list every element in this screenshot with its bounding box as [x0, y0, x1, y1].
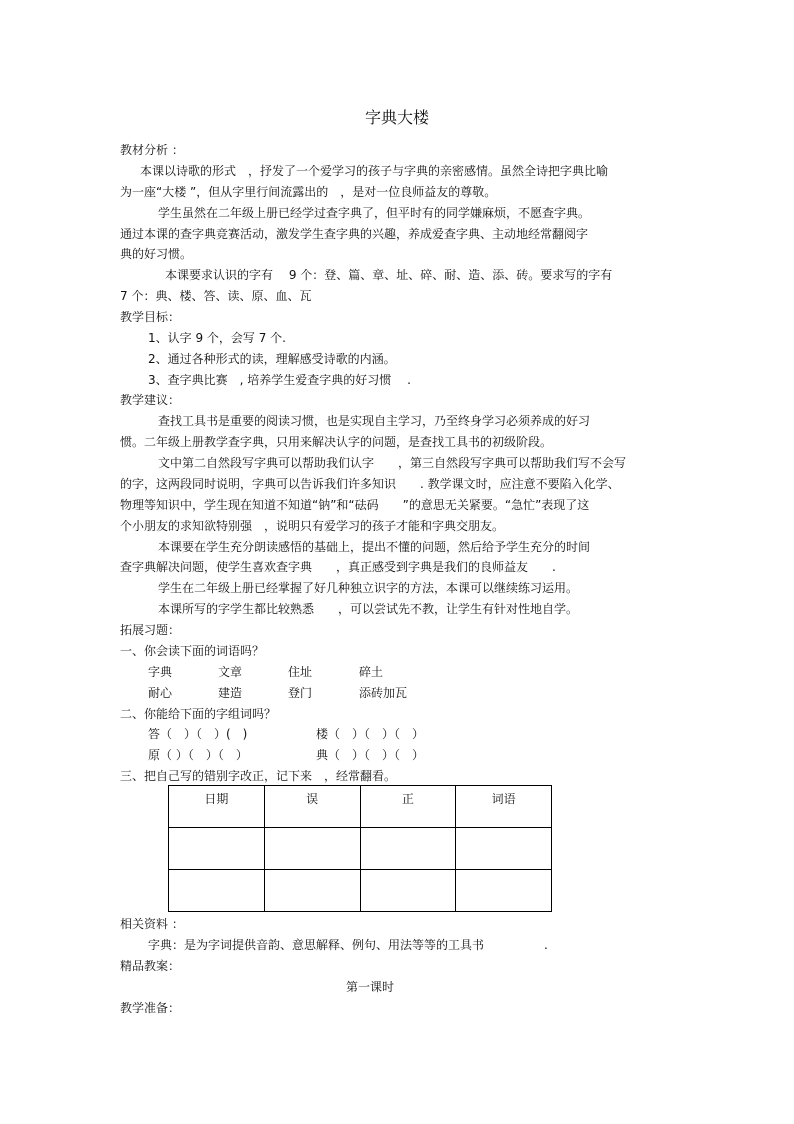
- word-item: 文章: [218, 665, 243, 679]
- suggestions-heading: 教学建议：: [120, 393, 181, 407]
- table-header-date: 日期: [169, 786, 265, 828]
- exercise-q2-label: 二、你能给下面的字组词吗？: [120, 707, 277, 721]
- analysis-line: 本课要求认识的字有 9 个：登、篇、章、址、碎、耐、造、添、砖。要求写的字有: [165, 268, 613, 282]
- table-cell[interactable]: [360, 870, 456, 912]
- word-group-blank: 楼（ ）（ ）（ ）: [316, 727, 425, 741]
- analysis-heading: 教材分析 ：: [120, 143, 184, 157]
- table-row: [169, 870, 552, 912]
- exercise-q1-label: 一、你会读下面的词语吗？: [120, 644, 265, 658]
- lesson-period: 第一课时: [345, 980, 394, 994]
- analysis-line: 本课以诗歌的形式 ，抒发了一个爱学习的孩子与字典的亲密感情。虽然全诗把字典比喻: [140, 164, 609, 178]
- word-item: 建造: [218, 686, 243, 700]
- word-item: 登门: [288, 686, 313, 700]
- suggestion-line: 的字，这两段同时说明，字典可以告诉我们许多知识 . 教学课文时，应注意不要陷入化学、: [120, 477, 620, 491]
- materials-heading: 相关资料 ：: [120, 917, 184, 931]
- word-group-blank: 原（ ）（ ）（ ）: [148, 748, 248, 762]
- word-group-blank: 答（ ）（ ）( ): [148, 727, 248, 741]
- table-header-word: 词语: [456, 786, 552, 828]
- suggestion-line: 物理等知识中，学生现在知道不知道“钠”和“砝码 ”的意思无关紧要。“急忙”表现了这: [120, 498, 590, 512]
- suggestion-line: 本课所写的字学生都比较熟悉 ，可以尝试先不教，让学生有针对性地自学。: [158, 602, 579, 616]
- suggestion-line: 惯。二年级上册教学查字典，只用来解决认字的问题，是查找工具书的初级阶段。: [120, 435, 553, 449]
- table-row: [169, 828, 552, 870]
- word-item: 碎土: [359, 665, 384, 679]
- lesson-prep: 教学准备：: [120, 1001, 181, 1015]
- suggestion-line: 查字典解决问题，使学生喜欢查字典 ，真正感受到字典是我们的良师益友 .: [120, 560, 556, 574]
- table-cell[interactable]: [360, 828, 456, 870]
- word-item: 添砖加瓦: [359, 686, 408, 700]
- goal-item: 1、认字 9 个，会写 7 个.: [148, 331, 286, 345]
- analysis-line: 学生虽然在二年级上册已经学过查字典了，但平时有的同学嫌麻烦，不愿查字典。: [158, 206, 591, 220]
- table-cell[interactable]: [169, 870, 265, 912]
- goal-item: 2、通过各种形式的读，理解感受诗歌的内涵。: [148, 352, 396, 366]
- suggestion-line: 本课要在学生充分朗读感悟的基础上，提出不懂的问题，然后给予学生充分的时间: [158, 540, 591, 554]
- table-header-correct: 正: [360, 786, 456, 828]
- exercises-heading: 拓展习题：: [120, 623, 181, 637]
- table-header-wrong: 误: [264, 786, 360, 828]
- error-correction-table: [168, 785, 552, 912]
- table-cell[interactable]: [169, 828, 265, 870]
- goals-heading: 教学目标：: [120, 310, 181, 324]
- suggestion-line: 学生在二年级上册已经掌握了好几种独立识字的方法，本课可以继续练习运用。: [158, 581, 579, 595]
- table-cell[interactable]: [264, 870, 360, 912]
- suggestion-line: 查找工具书是重要的阅读习惯，也是实现自主学习，乃至终身学习必须养成的好习: [158, 414, 591, 428]
- goal-item: 3、查字典比赛 , 培养学生爱查字典的好习惯 .: [148, 373, 411, 387]
- table-cell[interactable]: [264, 828, 360, 870]
- exercise-q3-label: 三、把自己写的错别字改正，记下来 ，经常翻看。: [120, 769, 397, 783]
- analysis-line: 通过本课的查字典竞赛活动，激发学生查字典的兴趣，养成爱查字典、主动地经常翻阅字: [120, 227, 589, 241]
- word-item: 住址: [288, 665, 313, 679]
- table-cell[interactable]: [456, 828, 552, 870]
- analysis-line: 典的好习惯。: [120, 247, 193, 261]
- word-item: 耐心: [148, 686, 173, 700]
- word-item: 字典: [148, 665, 173, 679]
- word-group-blank: 典（ ）（ ）（ ）: [316, 748, 425, 762]
- materials-text: 字典：是为字词提供音韵、意思解释、例句、用法等等的工具书 .: [148, 938, 548, 952]
- page-title: 字典大楼: [364, 108, 429, 127]
- analysis-line: 7 个：典、楼、答、读、原、血、瓦: [120, 289, 312, 303]
- suggestion-line: 个小朋友的求知欲特别强 ，说明只有爱学习的孩子才能和字典交朋友。: [120, 519, 505, 533]
- suggestion-line: 文中第二自然段写字典可以帮助我们认字 ，第三自然段写字典可以帮助我们写不会写: [158, 456, 627, 470]
- lesson-heading: 精品教案：: [120, 959, 181, 973]
- analysis-line: 为一座“大楼 ”，但从字里行间流露出的 ，是对一位良师益友的尊敬。: [120, 185, 497, 199]
- table-cell[interactable]: [456, 870, 552, 912]
